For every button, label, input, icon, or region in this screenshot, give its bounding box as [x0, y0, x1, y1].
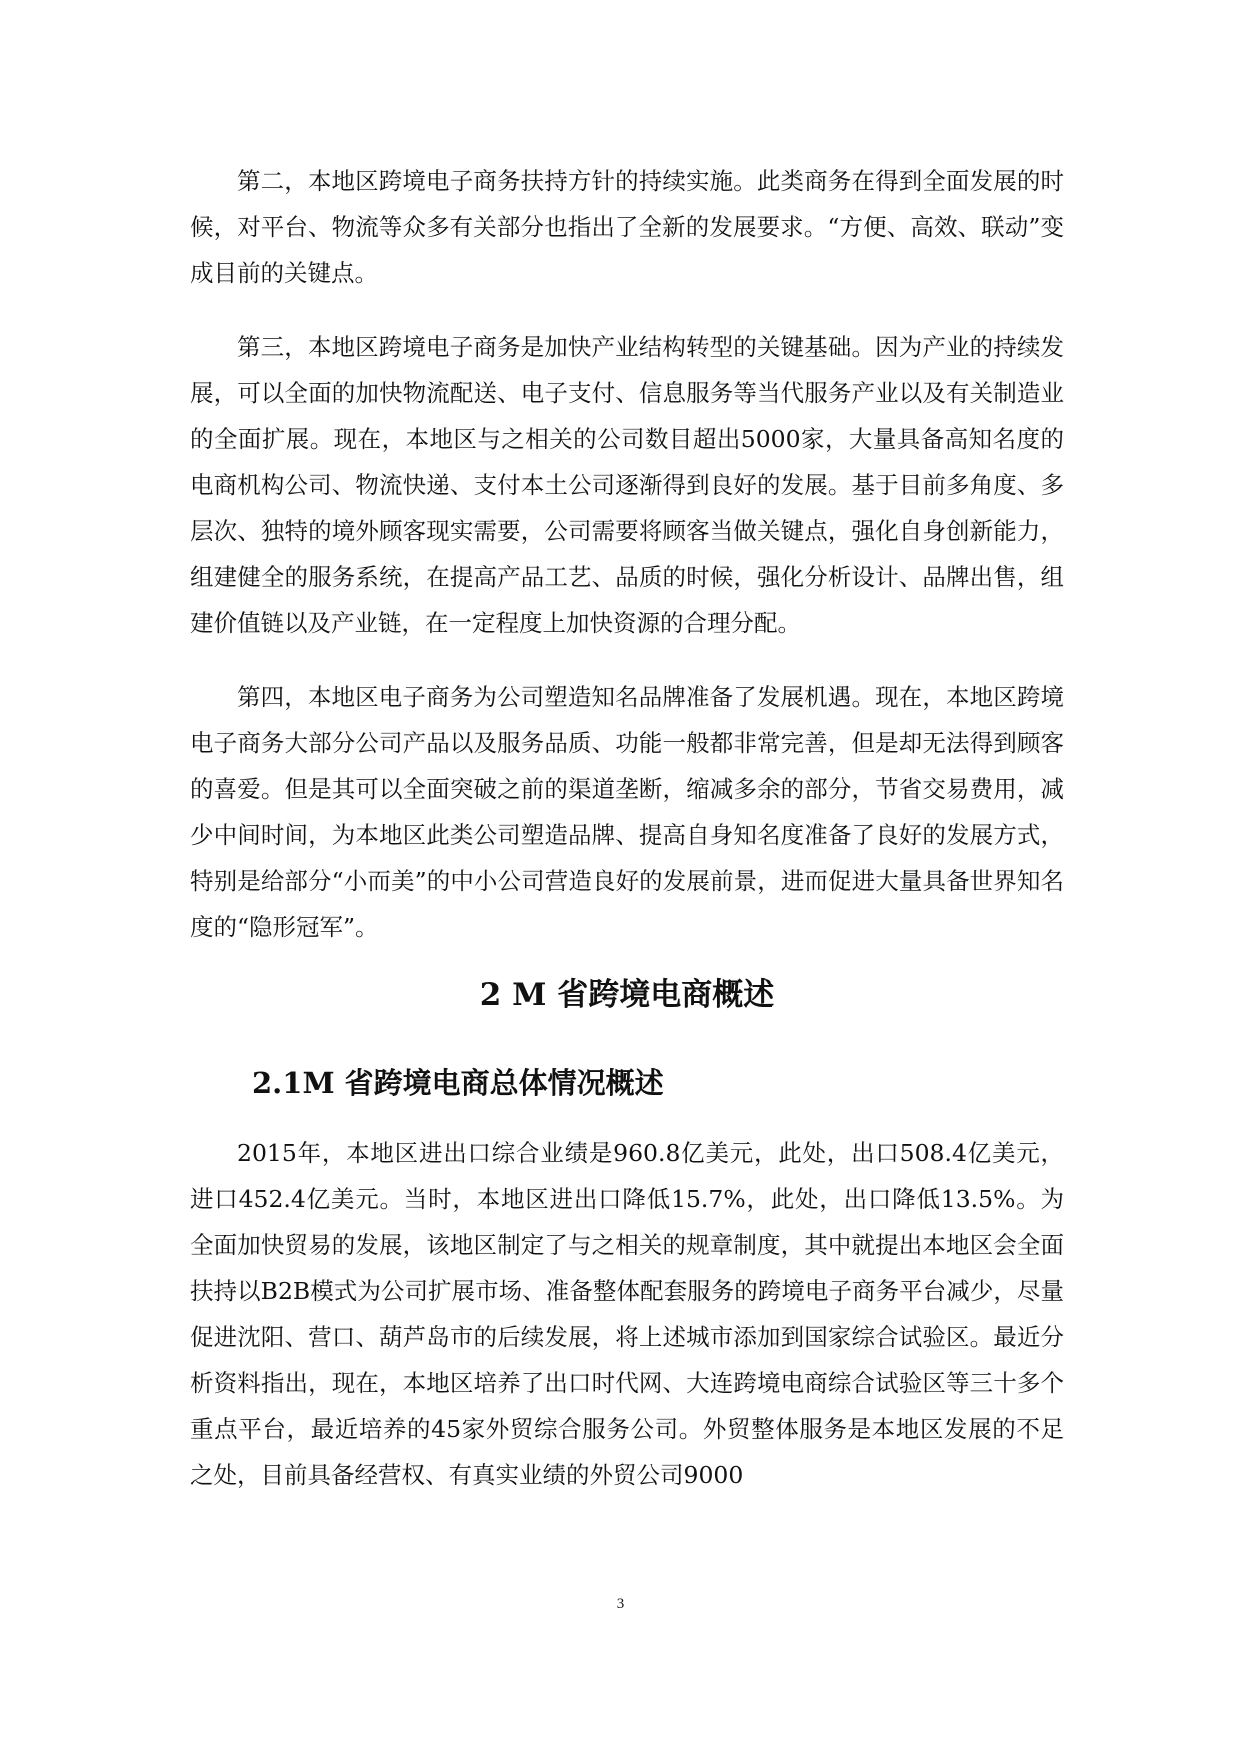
paragraph-third-point: 第三，本地区跨境电子商务是加快产业结构转型的关键基础。因为产业的持续发展，可以全面的加快物流配送、电子支付、信息服务等当代服务产业以及有关制造业的全面扩展。现在，本地区与之相关的公司数目超出5000家，大量具备高知名度的电商机构公司、物流快递、支付本土公司逐渐得到良好的发展。基于目前多角度、多层次、独特的境外顾客现实需要，公司需要将顾客当做关键点，强化自身创新能力，组建健全的服务系统，在提高产品工艺、品质的时候，强化分析设计、品牌出售，组建价值链以及产业链，在一定程度上加快资源的合理分配。 — [190, 333, 1064, 637]
page-content — [190, 158, 1064, 1526]
paragraph-fourth-point: 第四，本地区电子商务为公司塑造知名品牌准备了发展机遇。现在，本地区跨境电子商务大部分公司产品以及服务品质、功能一般都非常完善，但是却无法得到顾客的喜爱。但是其可以全面突破之前的渠道垄断，缩减多余的部分，节省交易费用，减少中间时间，为本地区此类公司塑造品牌、提高自身知名度准备了良好的发展方式，特别是给部分“小而美”的中小公司营造良好的发展前景，进而促进大量具备世界知名度的“隐形冠军”。 — [190, 683, 1064, 941]
paragraph-second-point: 第二，本地区跨境电子商务扶持方针的持续实施。此类商务在得到全面发展的时候，对平台、物流等众多有关部分也指出了全新的发展要求。“方便、高效、联动”变成目前的关键点。 — [190, 167, 1064, 287]
paragraph-overview: 2015年，本地区进出口综合业绩是960.8亿美元，此处，出口508.4亿美元，进口452.4亿美元。当时，本地区进出口降低15.7%，此处，出口降低13.5%。为全面加快贸易的发展，该地区制定了与之相关的规章制度，其中就提出本地区会全面扶持以B2B模式为公司扩展市场、准备整体配套服务的跨境电子商务平台减少，尽量促进沈阳、营口、葫芦岛市的后续发展，将上述城市添加到国家综合试验区。最近分析资料指出，现在，本地区培养了出口时代网、大连跨境电商综合试验区等三十多个重点平台，最近培养的45家外贸综合服务公司。外贸整体服务是本地区发展的不足之处，目前具备经营权、有真实业绩的外贸公司9000 — [190, 1139, 1064, 1489]
subsection-heading: 2.1M 省跨境电商总体情况概述 — [252, 1066, 664, 1100]
section-heading: 2 M 省跨境电商概述 — [479, 977, 775, 1013]
page-number: 3 — [616, 1596, 625, 1612]
